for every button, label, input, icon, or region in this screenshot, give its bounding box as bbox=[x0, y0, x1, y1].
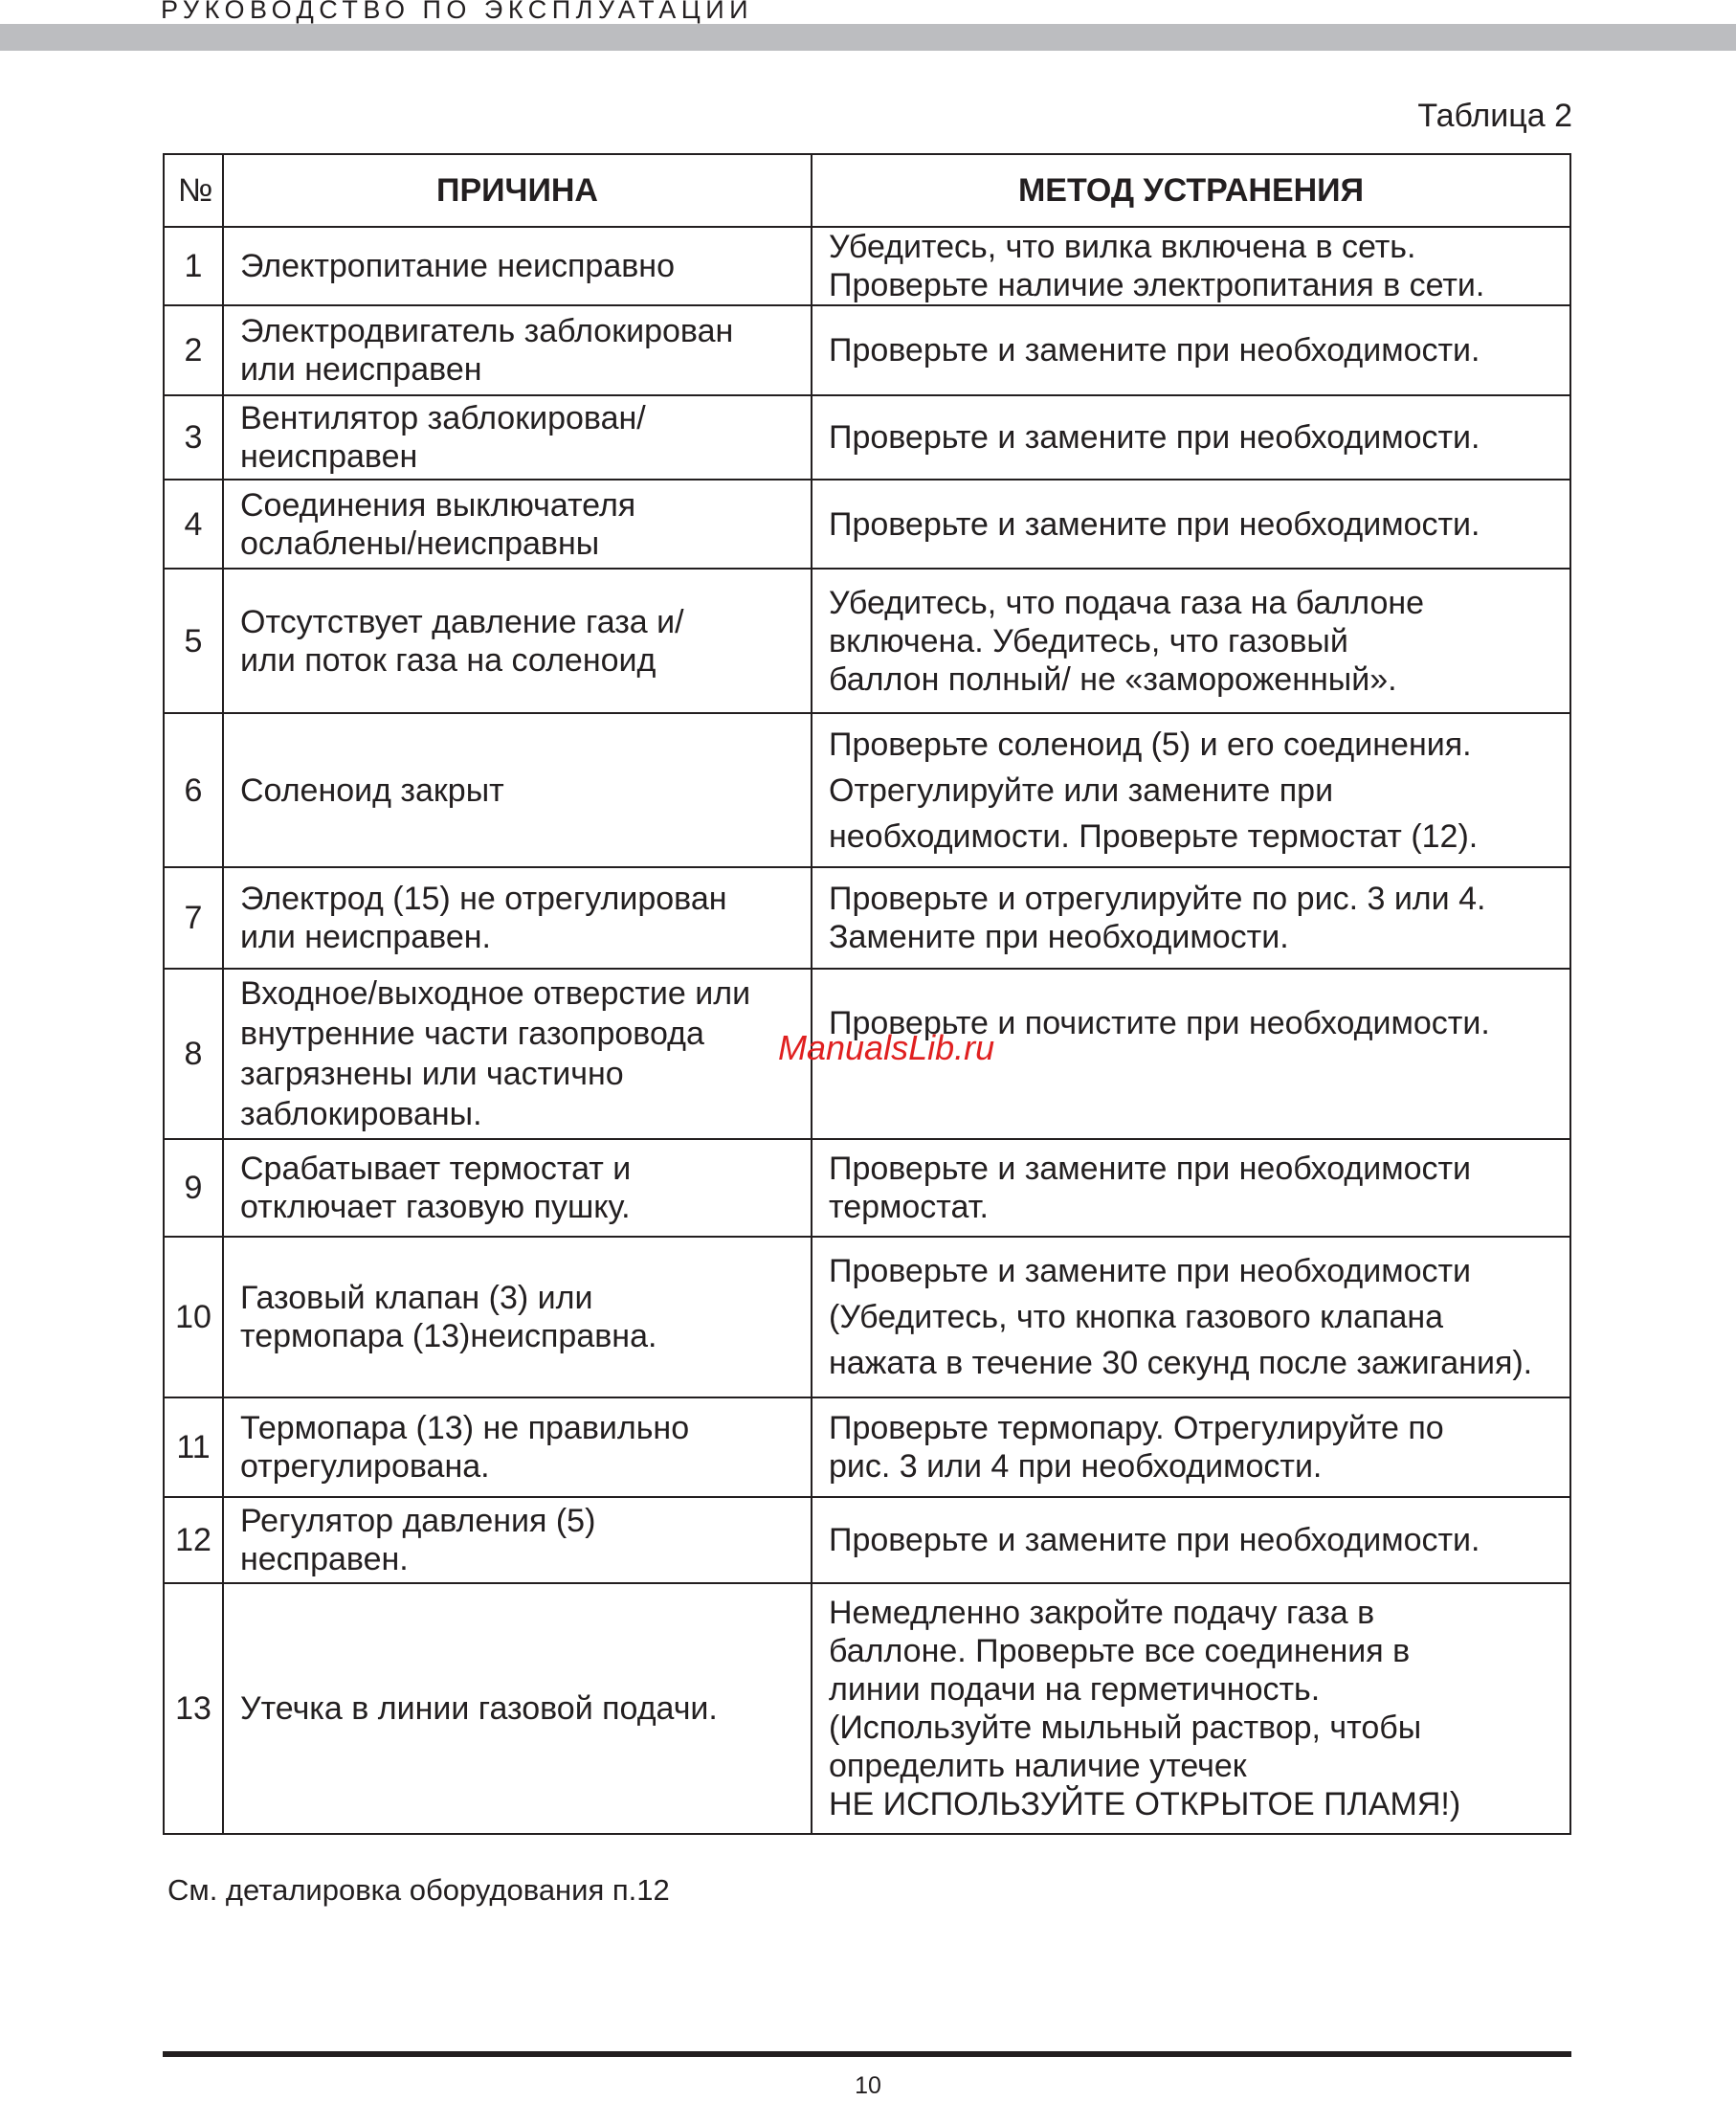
remedy-line: термостат. bbox=[829, 1189, 989, 1225]
row-cause bbox=[223, 1583, 812, 1834]
row-number: 11 bbox=[164, 1397, 223, 1497]
cause-line: Газовый клапан (3) или bbox=[240, 1280, 593, 1316]
row-remedy bbox=[812, 1583, 1570, 1834]
header-band bbox=[0, 24, 1736, 51]
cause-line: Электропитание неисправно bbox=[240, 248, 675, 284]
cause-line: отрегулирована. bbox=[240, 1448, 490, 1485]
table-row bbox=[164, 480, 1570, 569]
cause-line: несправен. bbox=[240, 1541, 409, 1577]
row-number: 13 bbox=[164, 1583, 223, 1834]
row-cause bbox=[223, 1397, 812, 1497]
cause-line: или неисправен bbox=[240, 351, 482, 388]
column-header-number: № bbox=[164, 154, 223, 227]
row-cause bbox=[223, 1139, 812, 1237]
remedy-line: (Используйте мыльный раствор, чтобы bbox=[829, 1710, 1422, 1746]
remedy-line: Проверьте и почистите при необходимости. bbox=[829, 1005, 1490, 1041]
row-cause bbox=[223, 480, 812, 569]
row-cause bbox=[223, 569, 812, 713]
document-header-title: РУКОВОДСТВО ПО ЭКСПЛУАТАЦИИ bbox=[161, 0, 754, 24]
remedy-line: Убедитесь, что вилка включена в сеть. bbox=[829, 229, 1416, 265]
table-caption: Таблица 2 bbox=[1417, 98, 1572, 134]
row-remedy bbox=[812, 867, 1570, 969]
remedy-line: баллон полный/ не «замороженный». bbox=[829, 660, 1397, 698]
cause-line: Электрод (15) не отрегулирован bbox=[240, 881, 727, 917]
cause-line: или неисправен. bbox=[240, 919, 491, 955]
remedy-line: рис. 3 или 4 при необходимости. bbox=[829, 1448, 1323, 1485]
remedy-line: (Убедитесь, что кнопка газового клапана bbox=[829, 1299, 1444, 1335]
row-remedy bbox=[812, 1497, 1570, 1583]
remedy-line: нажата в течение 30 секунд после зажигания). bbox=[829, 1345, 1533, 1381]
remedy-line: Проверьте и замените при необходимости. bbox=[829, 332, 1480, 369]
remedy-line: НЕ ИСПОЛЬЗУЙТЕ ОТКРЫТОЕ ПЛАМЯ!) bbox=[829, 1786, 1461, 1822]
table-row bbox=[164, 1497, 1570, 1583]
cause-line: ослаблены/неисправны bbox=[240, 525, 600, 562]
row-remedy bbox=[812, 227, 1570, 305]
cause-line: термопара (13)неисправна. bbox=[240, 1318, 657, 1354]
table-row bbox=[164, 867, 1570, 969]
remedy-line: Проверьте и замените при необходимости. bbox=[829, 419, 1480, 456]
cause-line: загрязнены или частично bbox=[240, 1056, 624, 1092]
remedy-line: Проверьте и замените при необходимости bbox=[829, 1253, 1472, 1289]
row-remedy bbox=[812, 305, 1570, 395]
cause-line: Регулятор давления (5) bbox=[240, 1503, 596, 1539]
remedy-line: Проверьте и замените при необходимости bbox=[829, 1151, 1472, 1187]
table-row bbox=[164, 969, 1570, 1139]
cause-line: Входное/выходное отверстие или bbox=[240, 975, 751, 1012]
cause-line: Термопара (13) не правильно bbox=[240, 1410, 690, 1446]
row-cause bbox=[223, 395, 812, 480]
row-number: 1 bbox=[164, 227, 223, 305]
page-number: 10 bbox=[855, 2072, 881, 2099]
row-cause bbox=[223, 867, 812, 969]
remedy-line: Убедитесь, что подача газа на баллоне bbox=[829, 584, 1425, 621]
row-number: 6 bbox=[164, 713, 223, 867]
row-remedy bbox=[812, 395, 1570, 480]
cause-line: Электродвигатель заблокирован bbox=[240, 313, 734, 349]
row-number: 10 bbox=[164, 1237, 223, 1397]
table-row bbox=[164, 227, 1570, 305]
table-body bbox=[164, 227, 1570, 1834]
remedy-line: Проверьте и замените при необходимости. bbox=[829, 505, 1480, 543]
row-cause bbox=[223, 305, 812, 395]
table-header-row bbox=[164, 154, 1570, 227]
remedy-line: необходимости. Проверьте термостат (12). bbox=[829, 817, 1479, 855]
row-number: 3 bbox=[164, 395, 223, 480]
row-number: 2 bbox=[164, 305, 223, 395]
cause-line: заблокированы. bbox=[240, 1096, 482, 1132]
row-number: 12 bbox=[164, 1497, 223, 1583]
remedy-line: Немедленно закройте подачу газа в bbox=[829, 1595, 1375, 1631]
row-number: 8 bbox=[164, 969, 223, 1139]
row-cause bbox=[223, 227, 812, 305]
remedy-line: Проверьте термопару. Отрегулируйте по bbox=[829, 1410, 1444, 1446]
row-number: 5 bbox=[164, 569, 223, 713]
cause-line: Утечка в линии газовой подачи. bbox=[240, 1690, 718, 1727]
cause-line: отключает газовую пушку. bbox=[240, 1189, 631, 1225]
remedy-line: включена. Убедитесь, что газовый bbox=[829, 622, 1348, 659]
cause-line: Вентилятор заблокирован/ bbox=[240, 400, 646, 436]
remedy-line: Замените при необходимости. bbox=[829, 919, 1289, 955]
remedy-line: Проверьте и замените при необходимости. bbox=[829, 1522, 1480, 1558]
remedy-line: определить наличие утечек bbox=[829, 1748, 1247, 1784]
remedy-line: линии подачи на герметичность. bbox=[829, 1671, 1321, 1708]
row-number: 4 bbox=[164, 480, 223, 569]
footer-rule bbox=[163, 2051, 1571, 2057]
column-header-remedy: МЕТОД УСТРАНЕНИЯ bbox=[812, 154, 1570, 227]
remedy-line: Отрегулируйте или замените при bbox=[829, 771, 1334, 809]
table-row bbox=[164, 1237, 1570, 1397]
row-cause bbox=[223, 1497, 812, 1583]
cause-line: Срабатывает термостат и bbox=[240, 1151, 632, 1187]
table-row bbox=[164, 395, 1570, 480]
row-cause bbox=[223, 713, 812, 867]
row-remedy bbox=[812, 969, 1570, 1139]
cause-line: или поток газа на соленоид bbox=[240, 641, 657, 679]
row-cause bbox=[223, 1237, 812, 1397]
table-row bbox=[164, 1397, 1570, 1497]
remedy-line: Проверьте соленоид (5) и его соединения. bbox=[829, 726, 1472, 763]
table-row bbox=[164, 1139, 1570, 1237]
watermark-text: ManualsLib.ru bbox=[778, 1028, 995, 1067]
row-number: 9 bbox=[164, 1139, 223, 1237]
row-remedy bbox=[812, 1237, 1570, 1397]
cause-line: Соленоид закрыт bbox=[240, 771, 504, 809]
footnote: См. деталировка оборудования п.12 bbox=[167, 1873, 670, 1907]
table-row bbox=[164, 1583, 1570, 1834]
column-header-cause: ПРИЧИНА bbox=[223, 154, 812, 227]
row-remedy bbox=[812, 480, 1570, 569]
table-row bbox=[164, 305, 1570, 395]
troubleshooting-table bbox=[163, 153, 1571, 1835]
row-remedy bbox=[812, 569, 1570, 713]
row-remedy bbox=[812, 713, 1570, 867]
row-remedy bbox=[812, 1397, 1570, 1497]
row-remedy bbox=[812, 1139, 1570, 1237]
remedy-line: баллоне. Проверьте все соединения в bbox=[829, 1633, 1411, 1669]
cause-line: Соединения выключателя bbox=[240, 486, 636, 524]
table-row bbox=[164, 569, 1570, 713]
cause-line: Отсутствует давление газа и/ bbox=[240, 603, 684, 640]
remedy-line: Проверьте и отрегулируйте по рис. 3 или 4. bbox=[829, 881, 1486, 917]
row-cause bbox=[223, 969, 812, 1139]
row-number: 7 bbox=[164, 867, 223, 969]
cause-line: внутренние части газопровода bbox=[240, 1016, 704, 1052]
table-row bbox=[164, 713, 1570, 867]
remedy-line: Проверьте наличие электропитания в сети. bbox=[829, 267, 1485, 303]
cause-line: неисправен bbox=[240, 438, 418, 475]
